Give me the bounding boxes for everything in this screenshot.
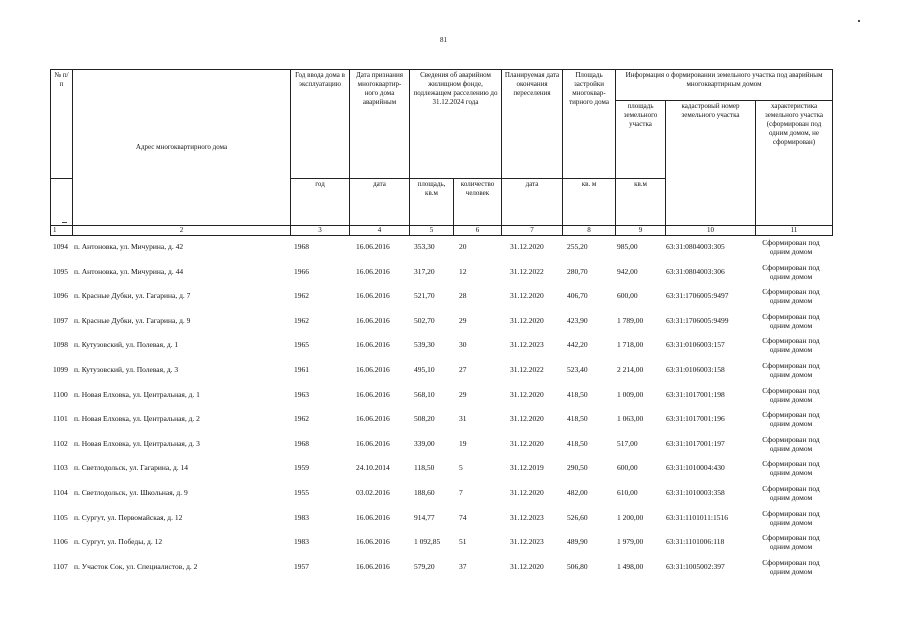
col-number: 1 <box>51 226 73 236</box>
row-note: Сформирован под одним домом <box>762 385 820 404</box>
table-row <box>50 312 832 336</box>
row-end-date: 31.12.2020 <box>510 414 544 424</box>
row-land-area: 985,00 <box>617 242 638 251</box>
row-end-date: 31.12.2019 <box>510 463 544 473</box>
row-date: 16.06.2016 <box>356 438 390 448</box>
row-year: 1962 <box>294 291 309 301</box>
row-number: 1101 <box>53 414 68 424</box>
row-note: Сформирован под одним домом <box>762 336 820 355</box>
row-number: 1107 <box>53 561 68 571</box>
unit-end-date: дата <box>502 179 563 226</box>
row-year: 1983 <box>294 537 309 547</box>
row-number: 1098 <box>53 340 68 350</box>
row-area: 118,50 <box>414 463 435 473</box>
row-number: 1106 <box>53 537 68 547</box>
row-end-date: 31.12.2020 <box>510 389 544 399</box>
table-row <box>50 287 832 311</box>
row-cadastral: 63:31:1017001:197 <box>666 438 725 448</box>
row-build-area: 418,50 <box>567 389 588 399</box>
col-number: 8 <box>563 226 616 236</box>
table-row <box>50 263 832 287</box>
row-build-area: 442,20 <box>567 340 588 350</box>
row-land-area: 1 498,00 <box>617 561 644 571</box>
row-address: п. Антоновка, ул. Мичурина, д. 42 <box>74 242 184 251</box>
row-address: п. Участок Сок, ул. Специалистов, д. 2 <box>74 561 198 571</box>
table-row <box>50 386 832 410</box>
row-number: 1100 <box>53 389 68 399</box>
row-date: 16.06.2016 <box>356 389 390 399</box>
row-build-area: 526,60 <box>567 512 588 522</box>
header-emergency-fund: Сведения об аварийном жилищном фонде, подлежащем расселению до 31.12.2024 года <box>410 70 502 179</box>
row-year: 1966 <box>294 266 309 276</box>
row-date: 16.06.2016 <box>356 242 390 251</box>
table-row <box>50 336 832 360</box>
table-row <box>50 435 832 459</box>
row-cadastral: 63:31:1101006:118 <box>666 537 725 547</box>
row-address: п. Красные Дубки, ул. Гагарина, д. 7 <box>74 291 191 301</box>
col-number: 7 <box>502 226 563 236</box>
row-address: п. Кутузовский, ул. Полевая, д. 3 <box>74 365 179 374</box>
row-land-area: 1 200,00 <box>617 512 644 522</box>
row-people: 27 <box>459 365 467 374</box>
row-area: 568,10 <box>414 389 435 399</box>
table-row <box>50 533 832 557</box>
row-land-area: 600,00 <box>617 291 638 301</box>
row-year: 1959 <box>294 463 309 473</box>
row-number: 1102 <box>53 438 68 448</box>
row-address: п. Светлодольск, ул. Гагарина, д. 14 <box>74 463 189 473</box>
row-cadastral: 63:31:1010004:430 <box>666 463 725 473</box>
row-area: 502,70 <box>414 315 435 325</box>
row-end-date: 31.12.2023 <box>510 340 544 350</box>
row-cadastral: 63:31:1101011:1516 <box>666 512 728 522</box>
row-people: 12 <box>459 266 467 276</box>
header-land-area: площадь земельного участка <box>616 101 666 179</box>
row-number: 1104 <box>53 488 68 497</box>
header-land-info: Информация о формировании земельного участка под аварийным многоквартирным домом <box>616 70 833 101</box>
row-land-area: 610,00 <box>617 488 638 497</box>
table-row <box>50 558 832 582</box>
row-build-area: 523,40 <box>567 365 588 374</box>
row-cadastral: 63:31:1010003:358 <box>666 488 725 497</box>
row-date: 16.06.2016 <box>356 561 390 571</box>
row-cadastral: 63:31:1017001:198 <box>666 389 725 399</box>
row-note: Сформирован под одним домом <box>762 557 820 576</box>
row-end-date: 31.12.2022 <box>510 365 544 374</box>
row-area: 508,20 <box>414 414 435 424</box>
row-cadastral: 63:31:0804003:306 <box>666 266 725 276</box>
row-area: 521,70 <box>414 291 435 301</box>
row-year: 1957 <box>294 561 309 571</box>
row-build-area: 418,50 <box>567 438 588 448</box>
row-build-area: 418,50 <box>567 414 588 424</box>
row-note: Сформирован под одним домом <box>762 459 820 478</box>
table-row <box>50 459 832 483</box>
unit-build-area: кв. м <box>563 179 616 226</box>
row-address: п. Сургут, ул. Первомайская, д. 12 <box>74 512 183 522</box>
row-land-area: 600,00 <box>617 463 638 473</box>
row-date: 16.06.2016 <box>356 340 390 350</box>
row-year: 1963 <box>294 389 309 399</box>
col-number: 2 <box>73 226 291 236</box>
row-end-date: 31.12.2023 <box>510 512 544 522</box>
row-build-area: 290,50 <box>567 463 588 473</box>
unit-area: площадь, кв.м <box>410 179 454 226</box>
row-land-area: 1 789,00 <box>617 315 644 325</box>
table-header <box>50 69 833 236</box>
row-land-area: 2 214,00 <box>617 365 644 374</box>
row-date: 16.06.2016 <box>356 365 390 374</box>
row-area: 539,30 <box>414 340 435 350</box>
row-address: п. Антоновка, ул. Мичурина, д. 44 <box>74 266 184 276</box>
row-people: 7 <box>459 488 463 497</box>
row-cadastral: 63:31:0106003:158 <box>666 365 725 374</box>
row-people: 74 <box>459 512 467 522</box>
row-cadastral: 63:31:1005002:397 <box>666 561 725 571</box>
row-year: 1961 <box>294 365 309 374</box>
row-build-area: 406,70 <box>567 291 588 301</box>
row-address: п. Новая Елховка, ул. Центральная, д. 2 <box>74 414 200 424</box>
row-area: 579,20 <box>414 561 435 571</box>
row-build-area: 482,00 <box>567 488 588 497</box>
row-note: Сформирован под одним домом <box>762 484 820 502</box>
row-year: 1962 <box>294 315 309 325</box>
row-area: 339,00 <box>414 438 435 448</box>
row-date: 24.10.2014 <box>356 463 390 473</box>
row-people: 37 <box>459 561 467 571</box>
header-cadastral: кадастровый номер земельного участка <box>666 101 756 226</box>
row-number: 1096 <box>53 291 68 301</box>
row-year: 1968 <box>294 438 309 448</box>
row-people: 29 <box>459 315 467 325</box>
row-number: 1099 <box>53 365 68 374</box>
row-cadastral: 63:31:1706005:9499 <box>666 315 729 325</box>
col-number: 5 <box>410 226 454 236</box>
row-cadastral: 63:31:1706005:9497 <box>666 291 729 301</box>
row-cadastral: 63:31:0804003:305 <box>666 242 725 251</box>
row-land-area: 1 979,00 <box>617 537 644 547</box>
row-note: Сформирован под одним домом <box>762 311 820 330</box>
row-end-date: 31.12.2020 <box>510 561 544 571</box>
header-characteristic: характеристика земельного участка (сформирован под одним домом, не сформирован) <box>756 101 833 226</box>
row-number: 1095 <box>53 266 68 276</box>
row-area: 495,10 <box>414 365 435 374</box>
row-people: 19 <box>459 438 467 448</box>
header-build-area: Площадь застройки многоквар-тирного дома <box>563 70 616 179</box>
row-note: Сформирован под одним домом <box>762 287 820 306</box>
row-date: 16.06.2016 <box>356 291 390 301</box>
row-land-area: 942,00 <box>617 266 638 276</box>
row-people: 51 <box>459 537 467 547</box>
header-planned-date: Планируемая дата окончания переселения <box>502 70 563 179</box>
scan-mark-right <box>858 20 860 22</box>
col-number: 9 <box>616 226 666 236</box>
row-land-area: 517,00 <box>617 438 638 448</box>
row-number: 1103 <box>53 463 68 473</box>
row-build-area: 280,70 <box>567 266 588 276</box>
unit-date: дата <box>350 179 410 226</box>
row-end-date: 31.12.2020 <box>510 488 544 497</box>
row-area: 353,30 <box>414 242 435 251</box>
col-number: 4 <box>350 226 410 236</box>
row-date: 16.06.2016 <box>356 537 390 547</box>
row-land-area: 1 009,00 <box>617 389 644 399</box>
row-area: 188,60 <box>414 488 435 497</box>
table-row <box>50 484 832 508</box>
row-end-date: 31.12.2020 <box>510 438 544 448</box>
row-year: 1983 <box>294 512 309 522</box>
row-address: п. Сургут, ул. Победы, д. 12 <box>74 537 163 547</box>
row-number: 1105 <box>53 512 68 522</box>
col-number: 6 <box>454 226 502 236</box>
row-area: 914,77 <box>414 512 435 522</box>
row-area: 317,20 <box>414 266 435 276</box>
row-people: 30 <box>459 340 467 350</box>
row-year: 1965 <box>294 340 309 350</box>
header-num: № п/п <box>51 70 73 179</box>
row-note: Сформирован под одним домом <box>762 262 820 281</box>
row-cadastral: 63:31:1017001:196 <box>666 414 725 424</box>
row-year: 1968 <box>294 242 309 251</box>
row-build-area: 423,90 <box>567 315 588 325</box>
table-row <box>50 509 832 533</box>
row-note: Сформирован под одним домом <box>762 410 820 429</box>
unit-people: количество человек <box>454 179 502 226</box>
table-row <box>50 238 832 262</box>
col-number: 10 <box>666 226 756 236</box>
row-note: Сформирован под одним домом <box>762 508 820 527</box>
table-row <box>50 361 832 385</box>
row-cadastral: 63:31:0106003:157 <box>666 340 725 350</box>
row-people: 5 <box>459 463 463 473</box>
row-build-area: 489,90 <box>567 537 588 547</box>
row-note: Сформирован под одним домом <box>762 361 820 379</box>
header-address: Адрес многоквартирного дома <box>73 70 291 226</box>
row-land-area: 1 718,00 <box>617 340 644 350</box>
row-address: п. Новая Елховка, ул. Центральная, д. 3 <box>74 438 200 448</box>
row-end-date: 31.12.2020 <box>510 242 544 251</box>
row-people: 28 <box>459 291 467 301</box>
row-year: 1955 <box>294 488 309 497</box>
row-end-date: 31.12.2020 <box>510 291 544 301</box>
row-end-date: 31.12.2023 <box>510 537 544 547</box>
row-date: 16.06.2016 <box>356 266 390 276</box>
row-land-area: 1 063,00 <box>617 414 644 424</box>
row-address: п. Красные Дубки, ул. Гагарина, д. 9 <box>74 315 191 325</box>
row-date: 16.06.2016 <box>356 414 390 424</box>
row-note: Сформирован под одним домом <box>762 434 820 453</box>
row-address: п. Кутузовский, ул. Полевая, д. 1 <box>74 340 179 350</box>
row-number: 1097 <box>53 315 68 325</box>
col-number: 3 <box>291 226 350 236</box>
unit-land-area: кв.м <box>616 179 666 226</box>
row-address: п. Светлодольск, ул. Школьная, д. 9 <box>74 488 188 497</box>
row-number: 1094 <box>53 242 68 251</box>
row-people: 20 <box>459 242 467 251</box>
header-year: Год ввода дома в эксплуатацию <box>291 70 350 179</box>
row-people: 31 <box>459 414 467 424</box>
row-build-area: 255,20 <box>567 242 588 251</box>
row-date: 16.06.2016 <box>356 315 390 325</box>
row-area: 1 092,85 <box>414 537 441 547</box>
row-people: 29 <box>459 389 467 399</box>
row-address: п. Новая Елховка, ул. Центральная, д. 1 <box>74 389 200 399</box>
row-note: Сформирован под одним домом <box>762 238 820 256</box>
row-date: 03.02.2016 <box>356 488 390 497</box>
row-year: 1962 <box>294 414 309 424</box>
row-end-date: 31.12.2022 <box>510 266 544 276</box>
row-end-date: 31.12.2020 <box>510 315 544 325</box>
row-build-area: 506,80 <box>567 561 588 571</box>
page-number: 81 <box>440 36 447 44</box>
row-note: Сформирован под одним домом <box>762 533 820 552</box>
table-row <box>50 410 832 434</box>
row-date: 16.06.2016 <box>356 512 390 522</box>
col-number: 11 <box>756 226 833 236</box>
header-date: Дата признания многоквартир-ного дома аварийным <box>350 70 410 179</box>
unit-year: год <box>291 179 350 226</box>
